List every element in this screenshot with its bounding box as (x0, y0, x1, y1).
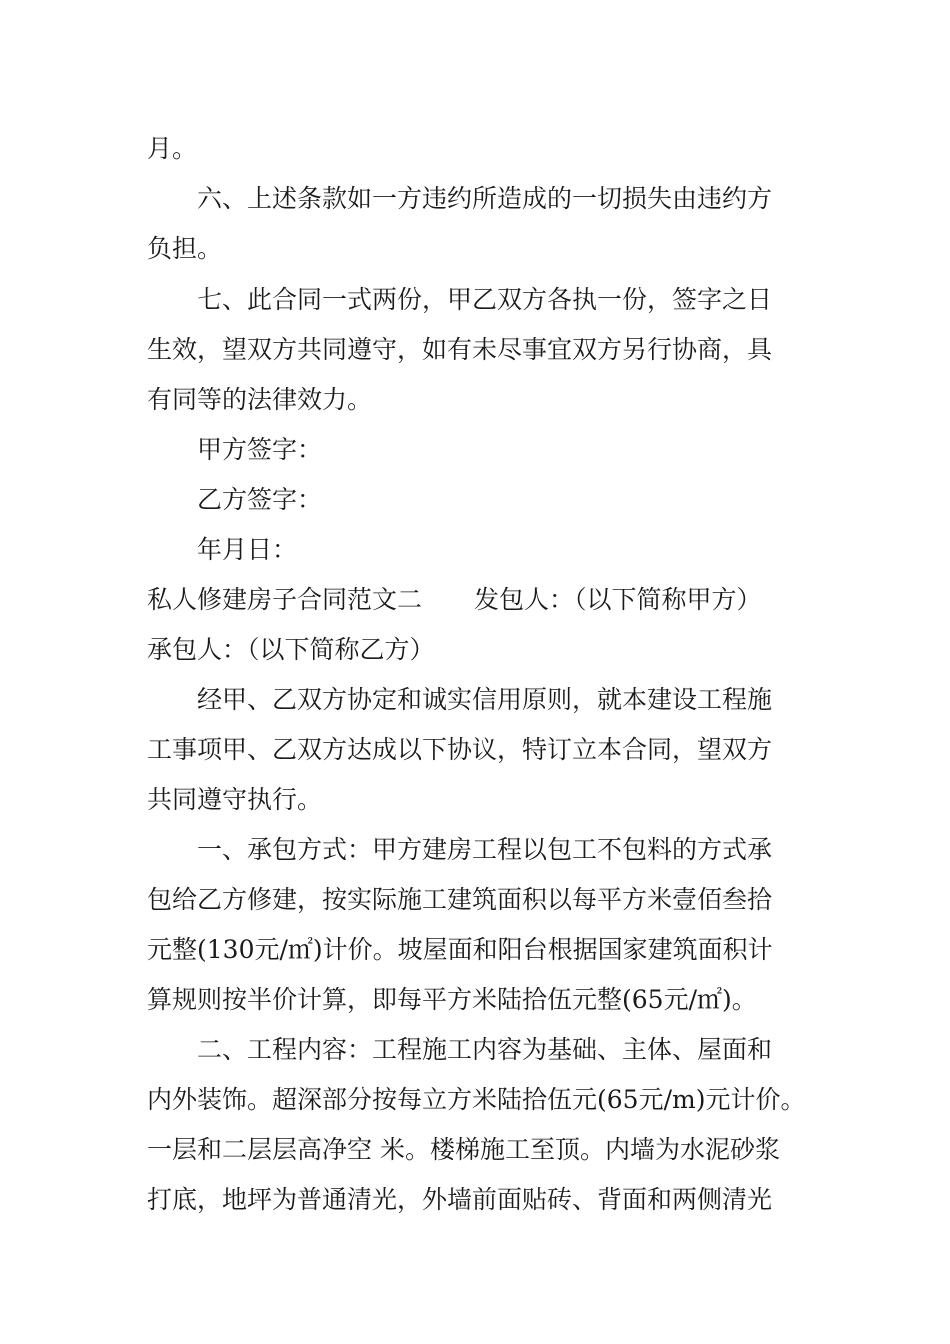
text-line: 打底，地坪为普通清光，外墙前面贴砖、背面和两侧清光 (147, 1185, 773, 1214)
text-line: 一层和二层层高净空 米。楼梯施工至顶。内墙为水泥砂浆 (147, 1135, 780, 1164)
signature-label-party-b: 乙方签字： (197, 485, 323, 514)
employer-label: 发包人：（以下简称甲方） (474, 585, 762, 614)
contract-title: 私人修建房子合同范文二 (147, 585, 423, 614)
contract-heading-line (147, 580, 762, 620)
text-line: 负担。 (147, 234, 223, 263)
text-line: 包给乙方修建，按实际施工建筑面积以每平方米壹佰叁拾 (147, 885, 773, 914)
text-line: 共同遵守执行。 (147, 785, 323, 814)
text-line: 月。 (147, 134, 198, 163)
text-line: 一、承包方式：甲方建房工程以包工不包料的方式承 (197, 835, 773, 864)
contractor-label: 承包人：（以下简称乙方） (147, 635, 435, 664)
text-line: 生效，望双方共同遵守，如有未尽事宜双方另行协商，具 (147, 335, 773, 364)
date-label: 年月日： (197, 535, 298, 564)
signature-label-party-a: 甲方签字： (197, 435, 323, 464)
text-line: 七、此合同一式两份，甲乙双方各执一份，签字之日 (197, 285, 773, 314)
text-line: 元整(130元/㎡)计价。坡屋面和阳台根据国家建筑面积计 (147, 935, 773, 964)
text-line: 二、工程内容：工程施工内容为基础、主体、屋面和 (197, 1035, 773, 1064)
text-line: 有同等的法律效力。 (147, 385, 373, 414)
text-line: 内外装饰。超深部分按每立方米陆拾伍元(65元/m)元计价。 (147, 1085, 806, 1114)
text-line: 六、上述条款如一方违约所造成的一切损失由违约方 (197, 184, 773, 213)
text-line: 经甲、乙双方协定和诚实信用原则，就本建设工程施 (197, 685, 773, 714)
text-line: 算规则按半价计算，即每平方米陆拾伍元整(65元/㎡)。 (147, 985, 757, 1014)
text-line: 工事项甲、乙双方达成以下协议，特订立本合同，望双方 (147, 735, 773, 764)
